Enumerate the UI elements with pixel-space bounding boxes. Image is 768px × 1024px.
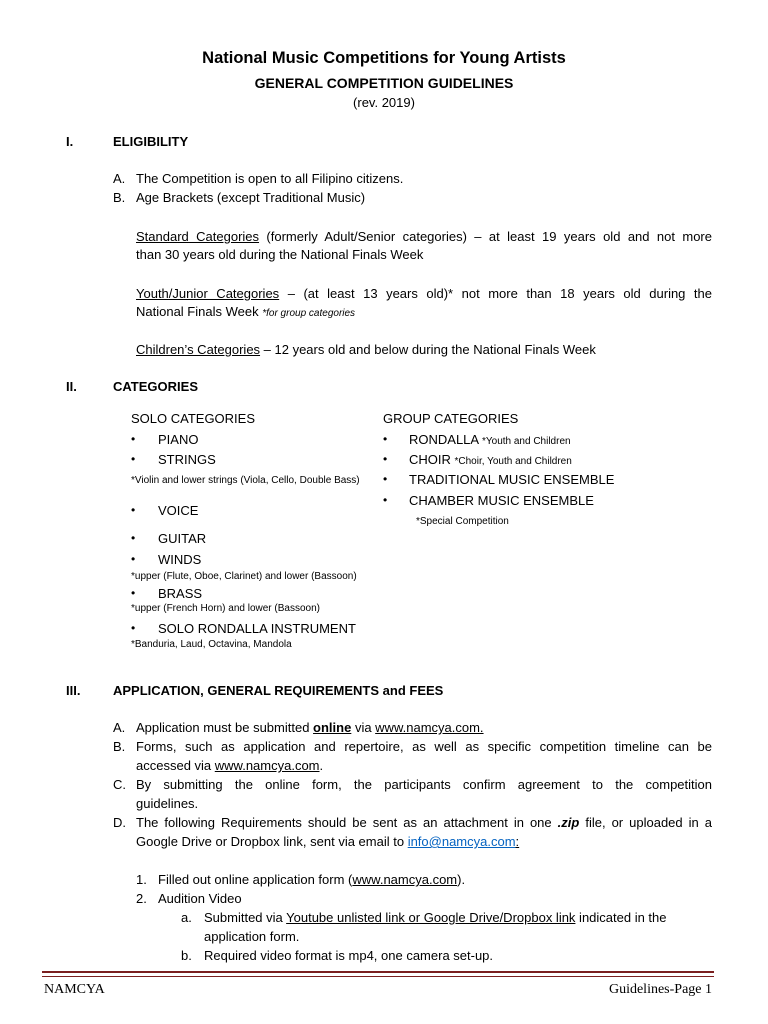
item-3d-letter: D. xyxy=(113,815,126,830)
website-link[interactable]: www.namcya.com xyxy=(352,872,458,887)
item-3d-colon: : xyxy=(515,834,520,849)
solo-piano: PIANO xyxy=(158,432,199,447)
footer-rule xyxy=(42,971,714,973)
section-3-heading: APPLICATION, GENERAL REQUIREMENTS and FEES xyxy=(113,683,444,698)
req-1-post: ). xyxy=(457,872,466,887)
standard-categories-line2: than 30 years old during the National Finals Week xyxy=(136,247,424,262)
document-subtitle: GENERAL COMPETITION GUIDELINES xyxy=(254,75,514,91)
group-rondalla xyxy=(409,432,571,447)
req-2-text: Audition Video xyxy=(158,891,242,906)
item-3c-letter: C. xyxy=(113,777,126,792)
item-3b-line2 xyxy=(136,758,323,773)
item-3a-via: via xyxy=(351,720,376,735)
item-3c-line1: By submitting the online form, the participants confirm agreement to the competition xyxy=(136,777,712,792)
item-3d-line2 xyxy=(136,834,519,849)
bullet-icon: • xyxy=(131,621,136,635)
solo-strings: STRINGS xyxy=(158,452,216,467)
youth-categories-text: – (at least 13 years old)* not more than 18 years old during the xyxy=(279,286,712,301)
item-3b-pre: accessed via xyxy=(136,758,215,773)
item-3b-letter: B. xyxy=(113,739,126,754)
section-1-number: I. xyxy=(66,134,74,149)
youth-categories-label: Youth/Junior Categories xyxy=(136,286,280,301)
bullet-icon: • xyxy=(131,452,136,466)
item-3a-pre: Application must be submitted xyxy=(136,720,314,735)
footer-rule-thin xyxy=(42,976,714,977)
solo-rondalla: SOLO RONDALLA INSTRUMENT xyxy=(158,621,356,636)
website-link[interactable]: www.namcya.com xyxy=(214,758,320,773)
bullet-icon: • xyxy=(131,586,136,600)
item-3d-post: file, or uploaded in a xyxy=(579,815,712,830)
item-1a-letter: A. xyxy=(113,171,126,186)
item-3a-online: online xyxy=(313,720,352,735)
group-chamber-note: *Special Competition xyxy=(416,516,509,527)
section-1-heading: ELIGIBILITY xyxy=(113,134,189,149)
section-2-heading: CATEGORIES xyxy=(113,379,198,394)
email-link[interactable]: info@namcya.com xyxy=(407,834,516,849)
bullet-icon: • xyxy=(383,493,388,507)
item-3d-pre: The following Requirements should be sent as an attachment in one xyxy=(136,815,558,830)
solo-guitar: GUITAR xyxy=(158,531,207,546)
youth-categories-line2-text: National Finals Week xyxy=(136,304,263,319)
group-choir xyxy=(409,452,572,467)
children-categories-line xyxy=(136,342,596,357)
req-2a-link-text: Youtube unlisted link or Google Drive/Dropbox link xyxy=(286,910,576,925)
item-3a-letter: A. xyxy=(113,720,126,735)
solo-brass: BRASS xyxy=(158,586,203,601)
bullet-icon: • xyxy=(383,452,388,466)
revision-note: (rev. 2019) xyxy=(353,95,415,110)
req-2a-letter: a. xyxy=(181,910,192,925)
group-categories-heading: GROUP CATEGORIES xyxy=(383,411,519,426)
section-2-number: II. xyxy=(66,379,77,394)
req-1-pre: Filled out online application form ( xyxy=(158,872,353,887)
req-1-text xyxy=(158,872,465,887)
item-3a-text xyxy=(136,720,484,735)
youth-categories-line2 xyxy=(136,304,355,319)
req-2a-post: indicated in the xyxy=(575,910,667,925)
children-categories-label: Children’s Categories xyxy=(136,342,261,357)
item-1b-text: Age Brackets (except Traditional Music) xyxy=(136,190,366,205)
bullet-icon: • xyxy=(131,531,136,545)
youth-categories-line1 xyxy=(136,286,712,301)
item-1b-letter: B. xyxy=(113,190,126,205)
bullet-icon: • xyxy=(131,552,136,566)
standard-categories-text: (formerly Adult/Senior categories) – at least 19 years old and not more xyxy=(259,229,712,244)
bullet-icon: • xyxy=(383,472,388,486)
youth-categories-note: *for group categories xyxy=(262,308,356,319)
solo-strings-note: *Violin and lower strings (Viola, Cello, Double Bass) xyxy=(131,475,360,486)
req-1-number: 1. xyxy=(136,872,147,887)
solo-voice: VOICE xyxy=(158,503,199,518)
group-rondalla-label: RONDALLA xyxy=(409,432,482,447)
group-traditional: TRADITIONAL MUSIC ENSEMBLE xyxy=(409,472,615,487)
section-3-number: III. xyxy=(66,683,81,698)
bullet-icon: • xyxy=(131,432,136,446)
req-2b-letter: b. xyxy=(181,948,192,963)
group-chamber: CHAMBER MUSIC ENSEMBLE xyxy=(409,493,594,508)
footer-page-number: Guidelines-Page 1 xyxy=(608,982,712,997)
bullet-icon: • xyxy=(131,503,136,517)
footer-left: NAMCYA xyxy=(44,982,105,997)
solo-winds: WINDS xyxy=(158,552,202,567)
item-1a-text: The Competition is open to all Filipino citizens. xyxy=(136,171,404,186)
website-link[interactable]: www.namcya.com. xyxy=(375,720,484,735)
item-3d-line2-text: Google Drive or Dropbox link, sent via email to xyxy=(136,834,408,849)
standard-categories-line1 xyxy=(136,229,712,244)
req-2b-text: Required video format is mp4, one camera set-up. xyxy=(204,948,494,963)
item-3d-zip: .zip xyxy=(557,815,580,830)
item-3d-line1 xyxy=(136,815,712,830)
req-2a-line2: application form. xyxy=(204,929,300,944)
solo-rondalla-note: *Banduria, Laud, Octavina, Mandola xyxy=(131,639,292,650)
solo-winds-note: *upper (Flute, Oboe, Clarinet) and lower (Bassoon) xyxy=(131,571,357,582)
item-3c-line2: guidelines. xyxy=(136,796,199,811)
group-rondalla-note: *Youth and Children xyxy=(481,436,571,447)
standard-categories-label: Standard Categories xyxy=(136,229,260,244)
bullet-icon: • xyxy=(383,432,388,446)
req-2-number: 2. xyxy=(136,891,147,906)
solo-categories-heading: SOLO CATEGORIES xyxy=(131,411,256,426)
group-choir-note: *Choir, Youth and Children xyxy=(454,456,572,467)
document-title: National Music Competitions for Young Artists xyxy=(202,49,566,67)
req-2a-pre: Submitted via xyxy=(204,910,287,925)
group-choir-label: CHOIR xyxy=(409,452,455,467)
req-2a-line1 xyxy=(204,910,667,925)
item-3b-line1: Forms, such as application and repertoire, as well as specific competition timeline can be xyxy=(136,739,712,754)
item-3b-end: . xyxy=(319,758,324,773)
children-categories-text: – 12 years old and below during the National Finals Week xyxy=(260,342,596,357)
solo-brass-note: *upper (French Horn) and lower (Bassoon) xyxy=(131,603,320,614)
